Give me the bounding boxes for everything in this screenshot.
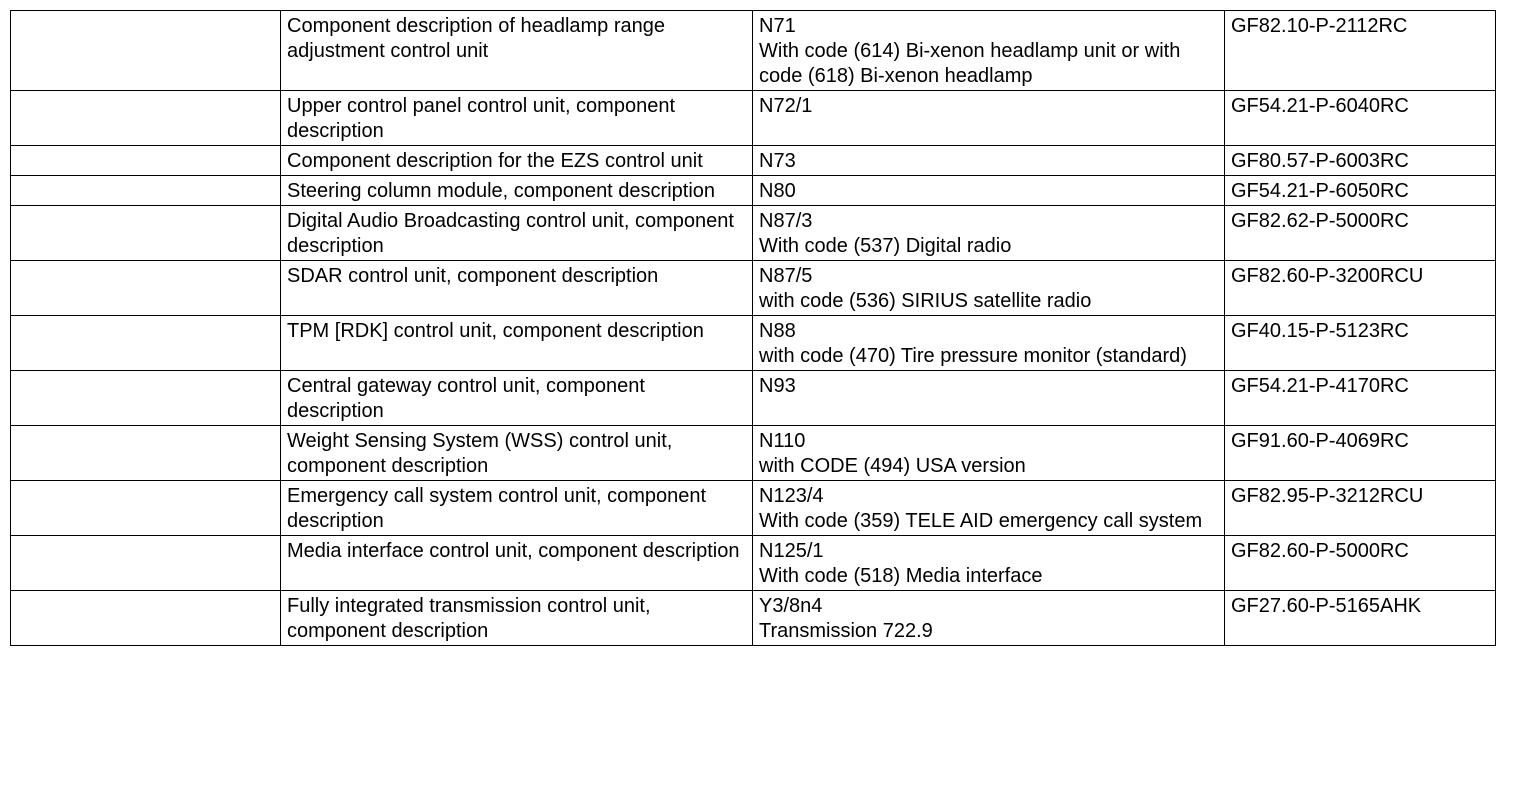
group-cell [11, 146, 281, 176]
table-row [11, 371, 1496, 426]
component-cell: N93 [753, 371, 1225, 426]
component-table [10, 10, 1496, 646]
description-cell: TPM [RDK] control unit, component description [281, 316, 753, 371]
document-cell: GF82.60-P-3200RCU [1225, 261, 1496, 316]
description-cell: Digital Audio Broadcasting control unit, component description [281, 206, 753, 261]
description-cell: Emergency call system control unit, component description [281, 481, 753, 536]
component-cell: N71 With code (614) Bi-xenon headlamp unit or with code (618) Bi-xenon headlamp [753, 11, 1225, 91]
table-row [11, 591, 1496, 646]
group-cell [11, 591, 281, 646]
group-cell [11, 206, 281, 261]
component-cell: N88 with code (470) Tire pressure monitor (standard) [753, 316, 1225, 371]
document-cell: GF82.10-P-2112RC [1225, 11, 1496, 91]
group-cell [11, 176, 281, 206]
document-cell: GF40.15-P-5123RC [1225, 316, 1496, 371]
description-cell: Upper control panel control unit, component description [281, 91, 753, 146]
description-cell: Weight Sensing System (WSS) control unit, component description [281, 426, 753, 481]
document-cell: GF27.60-P-5165AHK [1225, 591, 1496, 646]
table-row [11, 536, 1496, 591]
document-cell: GF54.21-P-4170RC [1225, 371, 1496, 426]
document-cell: GF80.57-P-6003RC [1225, 146, 1496, 176]
component-cell: N125/1 With code (518) Media interface [753, 536, 1225, 591]
component-cell: N73 [753, 146, 1225, 176]
description-cell: Media interface control unit, component description [281, 536, 753, 591]
component-cell: N123/4 With code (359) TELE AID emergency call system [753, 481, 1225, 536]
group-cell [11, 481, 281, 536]
description-cell: Component description for the EZS control unit [281, 146, 753, 176]
table-row [11, 206, 1496, 261]
document-cell: GF82.60-P-5000RC [1225, 536, 1496, 591]
description-cell: Component description of headlamp range adjustment control unit [281, 11, 753, 91]
description-cell: SDAR control unit, component description [281, 261, 753, 316]
document-cell: GF54.21-P-6050RC [1225, 176, 1496, 206]
group-cell [11, 371, 281, 426]
document-cell: GF82.62-P-5000RC [1225, 206, 1496, 261]
table-row [11, 316, 1496, 371]
table-row [11, 426, 1496, 481]
group-cell [11, 261, 281, 316]
description-cell: Central gateway control unit, component description [281, 371, 753, 426]
table-row [11, 261, 1496, 316]
group-cell [11, 536, 281, 591]
group-cell [11, 11, 281, 91]
component-cell: N87/3 With code (537) Digital radio [753, 206, 1225, 261]
group-cell [11, 91, 281, 146]
table-row [11, 91, 1496, 146]
group-cell [11, 426, 281, 481]
document-cell: GF91.60-P-4069RC [1225, 426, 1496, 481]
table-row [11, 11, 1496, 91]
document-cell: GF54.21-P-6040RC [1225, 91, 1496, 146]
description-cell: Steering column module, component description [281, 176, 753, 206]
component-cell: N110 with CODE (494) USA version [753, 426, 1225, 481]
document-cell: GF82.95-P-3212RCU [1225, 481, 1496, 536]
table-row [11, 481, 1496, 536]
table-row [11, 176, 1496, 206]
component-cell: N80 [753, 176, 1225, 206]
table-body [11, 11, 1496, 646]
table-row [11, 146, 1496, 176]
component-cell: N87/5 with code (536) SIRIUS satellite radio [753, 261, 1225, 316]
component-cell: N72/1 [753, 91, 1225, 146]
group-cell [11, 316, 281, 371]
description-cell: Fully integrated transmission control unit, component description [281, 591, 753, 646]
component-cell: Y3/8n4 Transmission 722.9 [753, 591, 1225, 646]
